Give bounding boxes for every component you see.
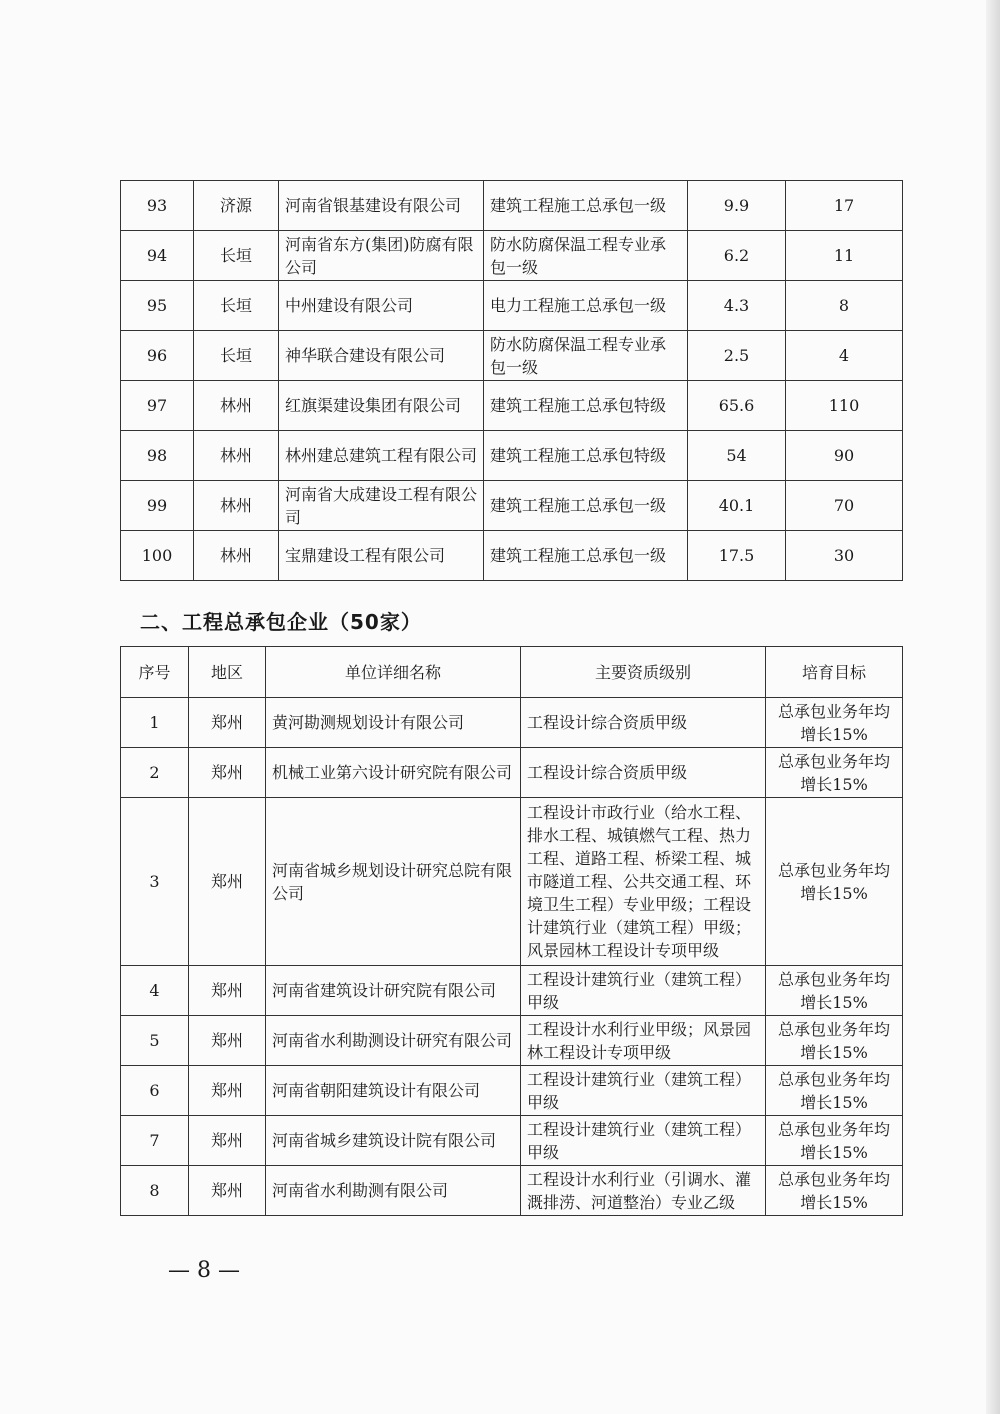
row-number: 7 — [121, 1116, 189, 1166]
row-value-1: 54 — [688, 431, 786, 481]
row-qualification: 电力工程施工总承包一级 — [484, 281, 688, 331]
row-region: 长垣 — [194, 331, 279, 381]
header-qualification: 主要资质级别 — [521, 647, 766, 698]
row-number: 98 — [121, 431, 194, 481]
row-company-name: 神华联合建设有限公司 — [279, 331, 484, 381]
table-row — [121, 798, 903, 966]
row-number: 3 — [121, 798, 189, 966]
row-target: 总承包业务年均增长15% — [766, 966, 903, 1016]
row-region: 郑州 — [189, 1016, 266, 1066]
section-title: 二、工程总承包企业（50家） — [140, 610, 422, 634]
general-contracting-table — [120, 646, 903, 1216]
row-value-1: 17.5 — [688, 531, 786, 581]
table-row — [121, 698, 903, 748]
row-company-name: 黄河勘测规划设计有限公司 — [266, 698, 521, 748]
row-value-2: 70 — [786, 481, 903, 531]
row-target: 总承包业务年均增长15% — [766, 1016, 903, 1066]
row-number: 8 — [121, 1166, 189, 1216]
row-value-1: 2.5 — [688, 331, 786, 381]
row-value-2: 11 — [786, 231, 903, 281]
row-region: 郑州 — [189, 698, 266, 748]
table-row — [121, 531, 903, 581]
row-qualification: 工程设计水利行业甲级；风景园林工程设计专项甲级 — [521, 1016, 766, 1066]
row-company-name: 林州建总建筑工程有限公司 — [279, 431, 484, 481]
row-company-name: 中州建设有限公司 — [279, 281, 484, 331]
row-company-name: 河南省建筑设计研究院有限公司 — [266, 966, 521, 1016]
table-row — [121, 381, 903, 431]
row-company-name: 红旗渠建设集团有限公司 — [279, 381, 484, 431]
row-company-name: 河南省城乡建筑设计院有限公司 — [266, 1116, 521, 1166]
row-region: 郑州 — [189, 1116, 266, 1166]
row-number: 1 — [121, 698, 189, 748]
row-number: 96 — [121, 331, 194, 381]
row-number: 5 — [121, 1016, 189, 1066]
row-target: 总承包业务年均增长15% — [766, 798, 903, 966]
table-row — [121, 281, 903, 331]
row-company-name: 河南省银基建设有限公司 — [279, 181, 484, 231]
row-qualification: 防水防腐保温工程专业承包一级 — [484, 231, 688, 281]
row-region: 林州 — [194, 431, 279, 481]
header-region: 地区 — [189, 647, 266, 698]
row-qualification: 工程设计水利行业（引调水、灌溉排涝、河道整治）专业乙级 — [521, 1166, 766, 1216]
row-target: 总承包业务年均增长15% — [766, 1066, 903, 1116]
row-region: 郑州 — [189, 748, 266, 798]
row-qualification: 建筑工程施工总承包特级 — [484, 381, 688, 431]
row-region: 林州 — [194, 531, 279, 581]
row-company-name: 河南省水利勘测有限公司 — [266, 1166, 521, 1216]
row-qualification: 工程设计综合资质甲级 — [521, 748, 766, 798]
row-company-name: 机械工业第六设计研究院有限公司 — [266, 748, 521, 798]
row-number: 2 — [121, 748, 189, 798]
table-row — [121, 1116, 903, 1166]
row-value-1: 9.9 — [688, 181, 786, 231]
table-row — [121, 431, 903, 481]
row-value-2: 90 — [786, 431, 903, 481]
row-value-1: 40.1 — [688, 481, 786, 531]
table-row — [121, 1016, 903, 1066]
row-number: 99 — [121, 481, 194, 531]
row-value-2: 17 — [786, 181, 903, 231]
header-target: 培育目标 — [766, 647, 903, 698]
row-company-name: 河南省水利勘测设计研究有限公司 — [266, 1016, 521, 1066]
row-number: 6 — [121, 1066, 189, 1116]
row-value-2: 8 — [786, 281, 903, 331]
row-number: 100 — [121, 531, 194, 581]
row-qualification: 防水防腐保温工程专业承包一级 — [484, 331, 688, 381]
row-qualification: 工程设计建筑行业（建筑工程）甲级 — [521, 966, 766, 1016]
row-value-1: 4.3 — [688, 281, 786, 331]
row-region: 郑州 — [189, 798, 266, 966]
row-number: 94 — [121, 231, 194, 281]
row-qualification: 建筑工程施工总承包一级 — [484, 481, 688, 531]
header-no: 序号 — [121, 647, 189, 698]
table-row — [121, 231, 903, 281]
table-row — [121, 481, 903, 531]
enterprise-table-continued — [120, 180, 903, 581]
row-region: 长垣 — [194, 231, 279, 281]
row-value-2: 4 — [786, 331, 903, 381]
row-region: 林州 — [194, 481, 279, 531]
header-name: 单位详细名称 — [266, 647, 521, 698]
table-row — [121, 748, 903, 798]
row-number: 97 — [121, 381, 194, 431]
row-region: 林州 — [194, 381, 279, 431]
row-company-name: 河南省东方(集团)防腐有限公司 — [279, 231, 484, 281]
paper-edge — [986, 0, 1000, 1414]
row-qualification: 建筑工程施工总承包一级 — [484, 181, 688, 231]
row-company-name: 宝鼎建设工程有限公司 — [279, 531, 484, 581]
row-qualification: 建筑工程施工总承包一级 — [484, 531, 688, 581]
row-number: 93 — [121, 181, 194, 231]
row-value-1: 6.2 — [688, 231, 786, 281]
page-number: — 8 — — [168, 1258, 240, 1283]
row-region: 郑州 — [189, 1166, 266, 1216]
row-value-2: 110 — [786, 381, 903, 431]
row-value-1: 65.6 — [688, 381, 786, 431]
table-row — [121, 1066, 903, 1116]
row-target: 总承包业务年均增长15% — [766, 1166, 903, 1216]
table-header-row — [121, 647, 903, 698]
row-region: 郑州 — [189, 1066, 266, 1116]
table-row — [121, 331, 903, 381]
row-company-name: 河南省城乡规划设计研究总院有限公司 — [266, 798, 521, 966]
row-number: 95 — [121, 281, 194, 331]
table-row — [121, 966, 903, 1016]
row-company-name: 河南省大成建设工程有限公司 — [279, 481, 484, 531]
row-qualification: 工程设计建筑行业（建筑工程）甲级 — [521, 1066, 766, 1116]
row-target: 总承包业务年均增长15% — [766, 698, 903, 748]
row-target: 总承包业务年均增长15% — [766, 748, 903, 798]
row-region: 郑州 — [189, 966, 266, 1016]
row-qualification: 建筑工程施工总承包特级 — [484, 431, 688, 481]
row-qualification: 工程设计建筑行业（建筑工程）甲级 — [521, 1116, 766, 1166]
table-row — [121, 1166, 903, 1216]
table-row — [121, 181, 903, 231]
row-region: 长垣 — [194, 281, 279, 331]
row-value-2: 30 — [786, 531, 903, 581]
row-qualification: 工程设计综合资质甲级 — [521, 698, 766, 748]
row-qualification: 工程设计市政行业（给水工程、排水工程、城镇燃气工程、热力工程、道路工程、桥梁工程、城市隧道工程、公共交通工程、环境卫生工程）专业甲级；工程设计建筑行业（建筑工程）甲级；风景园林工程设计专项甲级 — [521, 798, 766, 966]
row-company-name: 河南省朝阳建筑设计有限公司 — [266, 1066, 521, 1116]
row-region: 济源 — [194, 181, 279, 231]
row-number: 4 — [121, 966, 189, 1016]
row-target: 总承包业务年均增长15% — [766, 1116, 903, 1166]
